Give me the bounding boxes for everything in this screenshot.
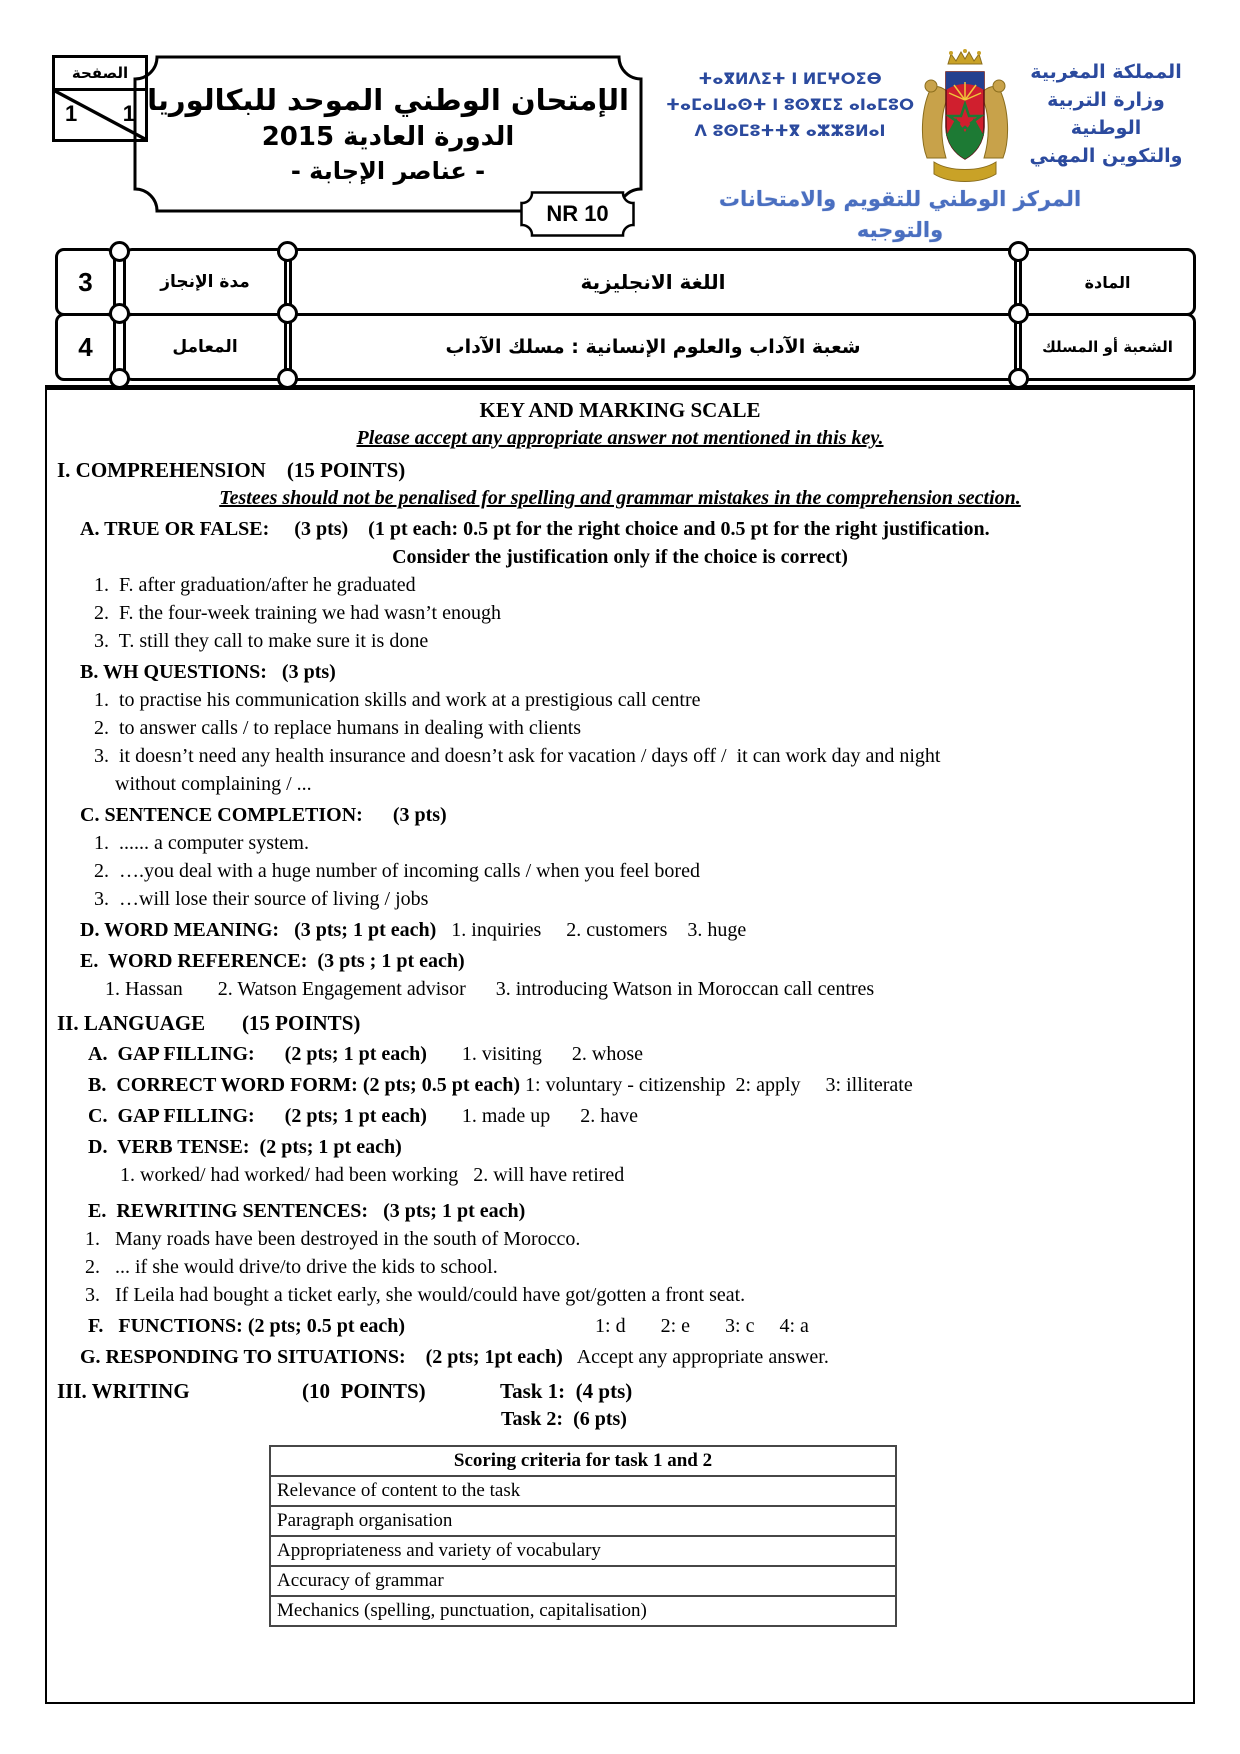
gap-filling-1-line [57,1040,1183,1068]
writing-heading: III. WRITING [57,1379,190,1403]
key-subtitle: Please accept any appropriate answer not mentioned in this key. [356,427,884,449]
centre-line2: والتوجيه [856,218,944,242]
gap-filling-2-line [57,1102,1183,1130]
gap-filling-2-answers: 1. made up 2. have [426,1105,638,1127]
ministry-arabic [1018,58,1194,170]
word-meaning-line [57,916,1183,944]
functions-answers: 1: d 2: e 3: c 4: a [595,1315,809,1337]
tf-item-1: 1. F. after graduation/after he graduated [94,574,416,596]
exam-title-line2: الدورة العادية 2015 [261,122,515,152]
wh-questions-heading: B. WH QUESTIONS: (3 pts) [80,661,336,683]
writing-task1: Task 1: (4 pts) [500,1379,633,1403]
scoring-criteria-table [269,1445,897,1627]
true-false-heading: A. TRUE OR FALSE: (3 pts) (1 pt each: 0.5 pt for the right choice and 0.5 pt for the right justification. [80,518,990,540]
scoring-criterion-3: Appropriateness and variety of vocabulary [270,1536,896,1566]
word-reference-heading: E. WORD REFERENCE: (3 pts ; 1 pt each) [80,950,465,972]
verb-tense-answers: 1. worked/ had worked/ had been working 2. will have retired [120,1164,625,1186]
responding-note: Accept any appropriate answer. [562,1346,829,1368]
table-row [270,1506,896,1536]
scoring-criterion-1: Relevance of content to the task [270,1476,896,1506]
functions-heading: F. FUNCTIONS: (2 pts; 0.5 pt each) [88,1315,406,1337]
wh-item-3: 3. it doesn’t need any health insurance and doesn’t ask for vacation / days off / it can work day and night [94,745,941,767]
writing-heading-line [57,1377,1183,1405]
responding-heading: G. RESPONDING TO SITUATIONS: (2 pts; 1pt each) [80,1346,563,1368]
nr-badge [520,191,635,237]
ministry-line1: المملكة المغربية [1030,61,1182,83]
gap-filling-2-heading: C. GAP FILLING: (2 pts; 1 pt each) [88,1105,427,1127]
exam-title-line1: الإمتحان الوطني الموحد للبكالوريا [147,83,629,117]
duration-value: 3 [55,248,116,316]
evaluation-centre-title [655,184,1145,246]
coefficient-label: المعامل [123,313,287,381]
centre-line1: المركز الوطني للتقويم والامتحانات [718,187,1082,211]
ministry-line2: وزارة التربية الوطنية [1047,89,1165,139]
page-total: 1 [122,101,135,126]
page-current: 1 [65,101,78,126]
corner-notch [277,303,298,324]
comprehension-note: Testees should not be penalised for spelling and grammar mistakes in the comprehension section. [219,487,1021,509]
scoring-table-header: Scoring criteria for task 1 and 2 [270,1446,896,1476]
true-false-heading-cont: Consider the justification only if the choice is correct) [392,546,848,568]
scoring-criterion-4: Accuracy of grammar [270,1566,896,1596]
corner-notch [277,241,298,262]
sc-item-2: 2. ….you deal with a huge number of incoming calls / when you feel bored [94,860,700,882]
exam-title-line3: - عناصر الإجابة - [290,157,486,185]
wh-item-2: 2. to answer calls / to replace humans in dealing with clients [94,717,582,739]
answer-key-body [45,385,1195,1704]
table-row [270,1536,896,1566]
tifinagh-line1: ⵜⴰⴳⵍⴷⵉⵜ ⵏ ⵍⵎⵖⵔⵉⴱ [698,69,882,88]
functions-line [57,1312,1183,1340]
morocco-coat-of-arms [918,48,1012,188]
gap-filling-1-answers: 1. visiting 2. whose [426,1043,644,1065]
stream-label: الشعبة أو المسلك [1019,313,1196,381]
corner-notch [109,368,130,389]
scoring-criterion-2: Paragraph organisation [270,1506,896,1536]
gap-filling-1-heading: A. GAP FILLING: (2 pts; 1 pt each) [88,1043,427,1065]
corner-notch [277,368,298,389]
sc-item-1: 1. ...... a computer system. [94,832,309,854]
corner-notch [1008,241,1029,262]
sc-item-3: 3. …will lose their source of living / jobs [94,888,429,910]
corner-notch [109,303,130,324]
responding-line [57,1343,1183,1371]
comprehension-heading: I. COMPREHENSION (15 POINTS) [57,458,406,482]
page-counter-label: الصفحة [52,55,148,91]
writing-points: (10 POINTS) [302,1379,426,1403]
correct-word-form-answers: 1: voluntary - citizenship 2: apply 3: illiterate [520,1074,913,1096]
tifinagh-line2: ⵜⴰⵎⴰⵡⴰⵙⵜ ⵏ ⵓⵙⴳⵎⵉ ⴰⵏⴰⵎⵓⵔ [666,95,914,114]
exam-title-frame [133,55,643,213]
tifinagh-line3: ⴷ ⵓⵙⵎⵓⵜⵜⴳ ⴰⵣⵣⵓⵍⴰⵏ [694,121,886,140]
word-reference-answers: 1. Hassan 2. Watson Engagement advisor 3. introducing Watson in Moroccan call centres [105,978,875,1000]
corner-notch [109,241,130,262]
corner-notch [1008,303,1029,324]
table-row [270,1476,896,1506]
word-meaning-heading: D. WORD MEANING: (3 pts; 1 pt each) [80,919,437,941]
rewriting-item-1: 1. Many roads have been destroyed in the south of Morocco. [85,1228,581,1250]
table-row [270,1596,896,1626]
language-heading: II. LANGUAGE (15 POINTS) [57,1011,361,1035]
ministry-line3: والتكوين المهني [1029,145,1183,167]
rewriting-item-3: 3. If Leila had bought a ticket early, she would/could have got/gotten a front seat. [85,1284,746,1306]
writing-task2: Task 2: (6 pts) [501,1408,627,1430]
word-meaning-answers: 1. inquiries 2. customers 3. huge [436,919,747,941]
rewriting-heading: E. REWRITING SENTENCES: (3 pts; 1 pt each) [88,1200,526,1222]
sentence-completion-heading: C. SENTENCE COMPLETION: (3 pts) [80,804,447,826]
duration-label: مدة الإنجاز [123,248,287,316]
wh-item-1: 1. to practise his communication skills and work at a prestigious call centre [94,689,701,711]
corner-notch [1008,368,1029,389]
rewriting-item-2: 2. ... if she would drive/to drive the kids to school. [85,1256,498,1278]
verb-tense-heading: D. VERB TENSE: (2 pts; 1 pt each) [88,1136,402,1158]
scoring-criterion-5: Mechanics (spelling, punctuation, capitalisation) [270,1596,896,1626]
wh-item-3-cont: without complaining / ... [115,773,312,795]
ministry-tifinagh [648,66,932,144]
subject-label: المادة [1019,248,1196,316]
coefficient-value: 4 [55,313,116,381]
tf-item-2: 2. F. the four-week training we had wasn’t enough [94,602,501,624]
subject-value: اللغة الانجليزية [289,248,1017,316]
stream-value: شعبة الآداب والعلوم الإنسانية : مسلك الآداب [289,313,1017,381]
correct-word-form-heading: B. CORRECT WORD FORM: (2 pts; 0.5 pt each) [88,1074,521,1096]
key-title: KEY AND MARKING SCALE [479,398,761,422]
tf-item-3: 3. T. still they call to make sure it is done [94,630,429,652]
correct-word-form-line [57,1071,1183,1099]
table-row [270,1566,896,1596]
nr-badge-text: NR 10 [546,201,609,226]
